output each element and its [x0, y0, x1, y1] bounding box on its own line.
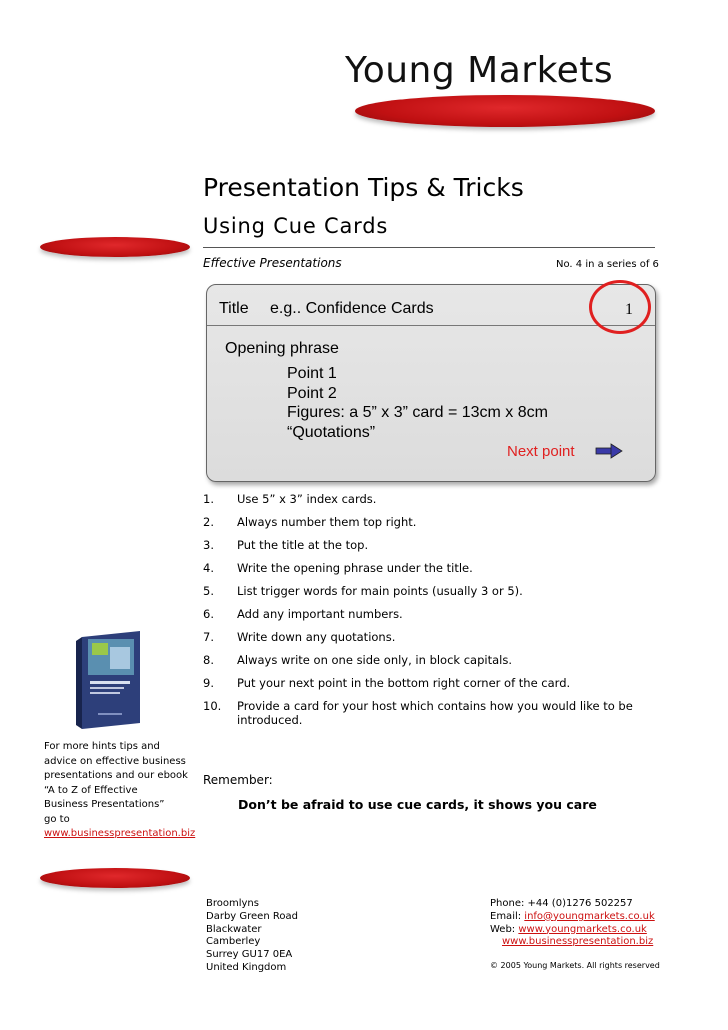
list-text: Always number them top right. [237, 515, 417, 529]
card-point: Point 2 [287, 384, 337, 402]
card-next-point: Next point [507, 443, 575, 460]
card-title-example: e.g.. Confidence Cards [270, 300, 434, 317]
email-label: Email: [490, 910, 525, 922]
list-item [203, 699, 663, 727]
list-number: 2. [203, 515, 214, 529]
sidebar-promo [44, 740, 194, 842]
list-item [203, 561, 663, 575]
phone-text: Phone: +44 (0)1276 502257 [490, 898, 633, 909]
address-line: Darby Green Road [206, 910, 298, 922]
section-label: Effective Presentations [203, 256, 342, 270]
list-number: 3. [203, 538, 214, 552]
card-point: Point 1 [287, 365, 337, 382]
remember-label: Remember: [203, 773, 273, 787]
footer-address [206, 898, 298, 975]
web-link[interactable]: www.youngmarkets.co.uk [518, 923, 647, 935]
card-points [287, 364, 548, 442]
tips-list [203, 492, 663, 736]
page-subtitle: Using Cue Cards [203, 214, 389, 238]
remember-text: Don’t be afraid to use cue cards, it shows you care [238, 797, 597, 812]
card-title-rule [207, 325, 655, 326]
list-number: 10. [203, 699, 222, 713]
list-item [203, 584, 663, 598]
promo-line: presentations and our ebook [44, 770, 188, 781]
list-item [203, 492, 663, 506]
promo-line: go to [44, 813, 70, 825]
email-link[interactable]: info@youngmarkets.co.uk [524, 910, 655, 922]
list-text: Write down any quotations. [237, 630, 396, 644]
promo-line: “A to Z of Effective [44, 784, 138, 796]
list-text: Always write on one side only, in block capitals. [237, 653, 512, 667]
list-text: Add any important numbers. [237, 607, 403, 621]
list-number: 4. [203, 561, 214, 575]
address-line: Camberley [206, 936, 261, 948]
ebook-cover-image [68, 627, 154, 731]
promo-link[interactable]: www.businesspresentation.biz [44, 828, 196, 839]
list-text: Put the title at the top. [237, 538, 369, 552]
list-text: Use 5” x 3” index cards. [237, 492, 377, 506]
list-number: 1. [203, 492, 214, 506]
copyright-text: © 2005 Young Markets. All rights reserved [490, 961, 660, 970]
card-point: Figures: a 5” x 3” card = 13cm x 8cm [287, 404, 548, 421]
promo-line: Business Presentations” [44, 799, 165, 810]
left-swoosh-bottom [40, 868, 190, 888]
brand-logo-text: Young Markets [345, 50, 614, 91]
cue-card-example [206, 284, 656, 482]
list-number: 8. [203, 653, 214, 667]
left-swoosh-top [40, 237, 190, 257]
promo-line: For more hints tips and [44, 741, 160, 752]
card-number: 1 [625, 301, 633, 318]
list-number: 7. [203, 630, 214, 644]
list-item [203, 676, 663, 690]
address-line: Blackwater [206, 923, 262, 935]
series-label: No. 4 in a series of 6 [556, 259, 659, 270]
header-divider [203, 247, 655, 248]
list-item [203, 538, 663, 552]
footer-contact [490, 898, 655, 949]
list-text: Provide a card for your host which contains how you would like to be introduced. [237, 699, 633, 727]
address-line: United Kingdom [206, 961, 287, 973]
address-line: Surrey GU17 0EA [206, 949, 293, 961]
card-point: “Quotations” [287, 423, 376, 441]
list-text: Write the opening phrase under the title. [237, 561, 473, 575]
card-number-highlight [589, 280, 651, 334]
list-item [203, 653, 663, 667]
list-item [203, 607, 663, 621]
arrow-right-icon [595, 443, 623, 459]
brand-swoosh [355, 95, 655, 127]
list-number: 6. [203, 607, 214, 621]
card-opening-phrase: Opening phrase [225, 340, 339, 357]
list-number: 9. [203, 676, 214, 690]
list-number: 5. [203, 584, 214, 598]
list-item [203, 630, 663, 644]
web-link-2[interactable]: www.businesspresentation.biz [502, 936, 654, 948]
list-item [203, 515, 663, 529]
list-text: List trigger words for main points (usually 3 or 5). [237, 584, 523, 598]
web-label: Web: [490, 923, 519, 935]
address-line: Broomlyns [206, 898, 259, 909]
promo-line: advice on effective business [44, 755, 186, 767]
list-text: Put your next point in the bottom right corner of the card. [237, 676, 571, 690]
page-title: Presentation Tips & Tricks [203, 173, 524, 202]
card-title-label: Title [219, 300, 249, 317]
